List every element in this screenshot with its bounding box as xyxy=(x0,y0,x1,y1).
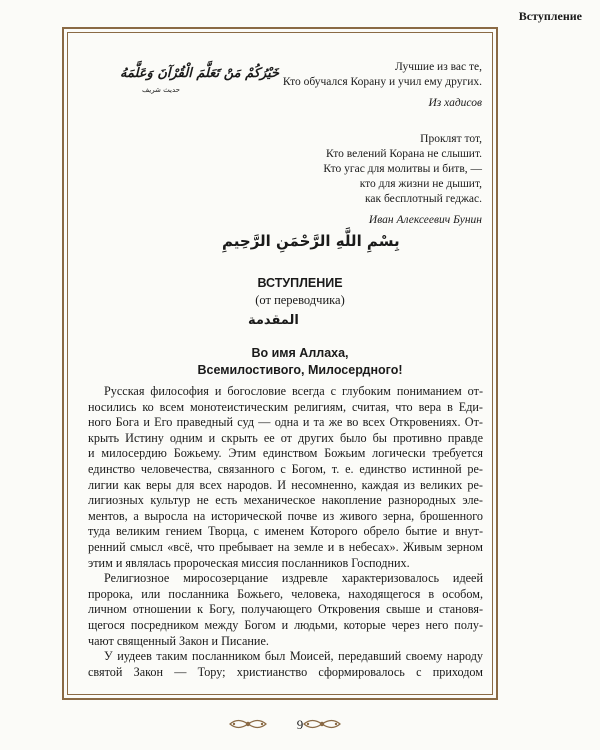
text-line: Религиозное миросозерцание издревле характеризовалось идеей xyxy=(104,571,483,586)
text-line: святой Закон — Тору; христианство сформировалось с приходом xyxy=(88,664,483,679)
epigraph-attribution: Иван Алексеевич Бунин xyxy=(368,214,482,226)
running-header: Вступление xyxy=(518,9,582,23)
hadith-calligraphy-caption: حديث شريف xyxy=(142,86,180,94)
section-subtitle: (от переводчика) xyxy=(255,293,345,307)
muqaddima-calligraphy: المقدمة xyxy=(248,313,299,328)
epigraph-line: Кто угас для молитвы и битв, — xyxy=(323,163,482,175)
epigraph-attribution: Из хадисов xyxy=(428,97,482,109)
text-line: ного Бога и Его праведный суд — одна и та же во всех Откровениях. От- xyxy=(88,415,483,430)
text-line: носились ко всем монотеистическим религиям, считая, что вера в Еди- xyxy=(88,399,483,414)
invocation-line: Во имя Аллаха, xyxy=(251,346,349,360)
text-line: крыть Истину одним и скрыть ее от других было бы противно правде xyxy=(88,430,483,445)
text-line: щегося посредником между Богом и людьми, которые через него полу- xyxy=(88,617,483,632)
epigraph-hadith xyxy=(283,60,482,111)
text-line: чают священный Закон и Писание. xyxy=(88,633,269,648)
epigraph-line: Кто обучался Корану и учил ему других. xyxy=(282,76,482,88)
epigraph-line: Проклят тот, xyxy=(420,133,482,145)
text-line: лигиозных культур не есть механическое накопление разнородных эле- xyxy=(88,493,483,508)
epigraph-line: Кто велений Корана не слышит. xyxy=(326,148,482,160)
text-line: пророка, или посланника Божьего, человека, находящегося в особом, xyxy=(88,586,483,601)
paragraph xyxy=(88,384,483,571)
text-line: этим и являлась пророческая миссия посланников Господних. xyxy=(88,555,410,570)
epigraph-line: как бесплотный геджас. xyxy=(365,193,482,205)
page-footer xyxy=(0,717,600,737)
text-line: лигии как веры для всех народов. И несомненно, каждая из великих ре- xyxy=(88,477,483,492)
paragraph xyxy=(88,649,483,680)
text-line: единство человечества, связанного с Богом, т. е. единство истинной ре- xyxy=(88,461,483,476)
basmala-calligraphy: بِسْمِ اللَّهِ الرَّحْمَنِ الرَّحِيمِ xyxy=(222,232,400,250)
text-line: туда великим гением Творца, с именем Которого обрело бытие и внут- xyxy=(88,524,483,539)
text-line: ренний смысл «всё, что пребывает на земле и в небесах». Живым зерном xyxy=(88,539,483,554)
body-text xyxy=(88,384,483,680)
text-line: Русская философия и богословие всегда с глубоким пониманием от- xyxy=(104,384,483,398)
page-number: 9 xyxy=(296,717,304,732)
hadith-calligraphy: خَيْرُكُمْ مَنْ تَعَلَّمَ الْقُرْآنَ وَعَلَّمَهُ xyxy=(120,66,280,81)
epigraph-poem xyxy=(323,132,482,228)
epigraph-line: Лучшие из вас те, xyxy=(395,61,482,73)
text-line: ментов, а выросла на исторической почве из живого зерна, брошенного xyxy=(88,508,483,523)
text-line: У иудеев таким посланником был Моисей, передавший своему народу xyxy=(104,649,483,664)
section-title: ВСТУПЛЕНИЕ xyxy=(257,276,343,290)
invocation-line: Всемилостивого, Милосердного! xyxy=(197,363,403,377)
text-line: и милосердию Божьему. Этим единством Божьим логически требуется xyxy=(88,446,483,461)
text-line: личном отношении к Богу, получающего Откровения свыше и становя- xyxy=(88,602,483,617)
paragraph xyxy=(88,571,483,649)
epigraph-line: кто для жизни не дышит, xyxy=(359,178,482,190)
ornament-right-icon xyxy=(302,717,342,731)
